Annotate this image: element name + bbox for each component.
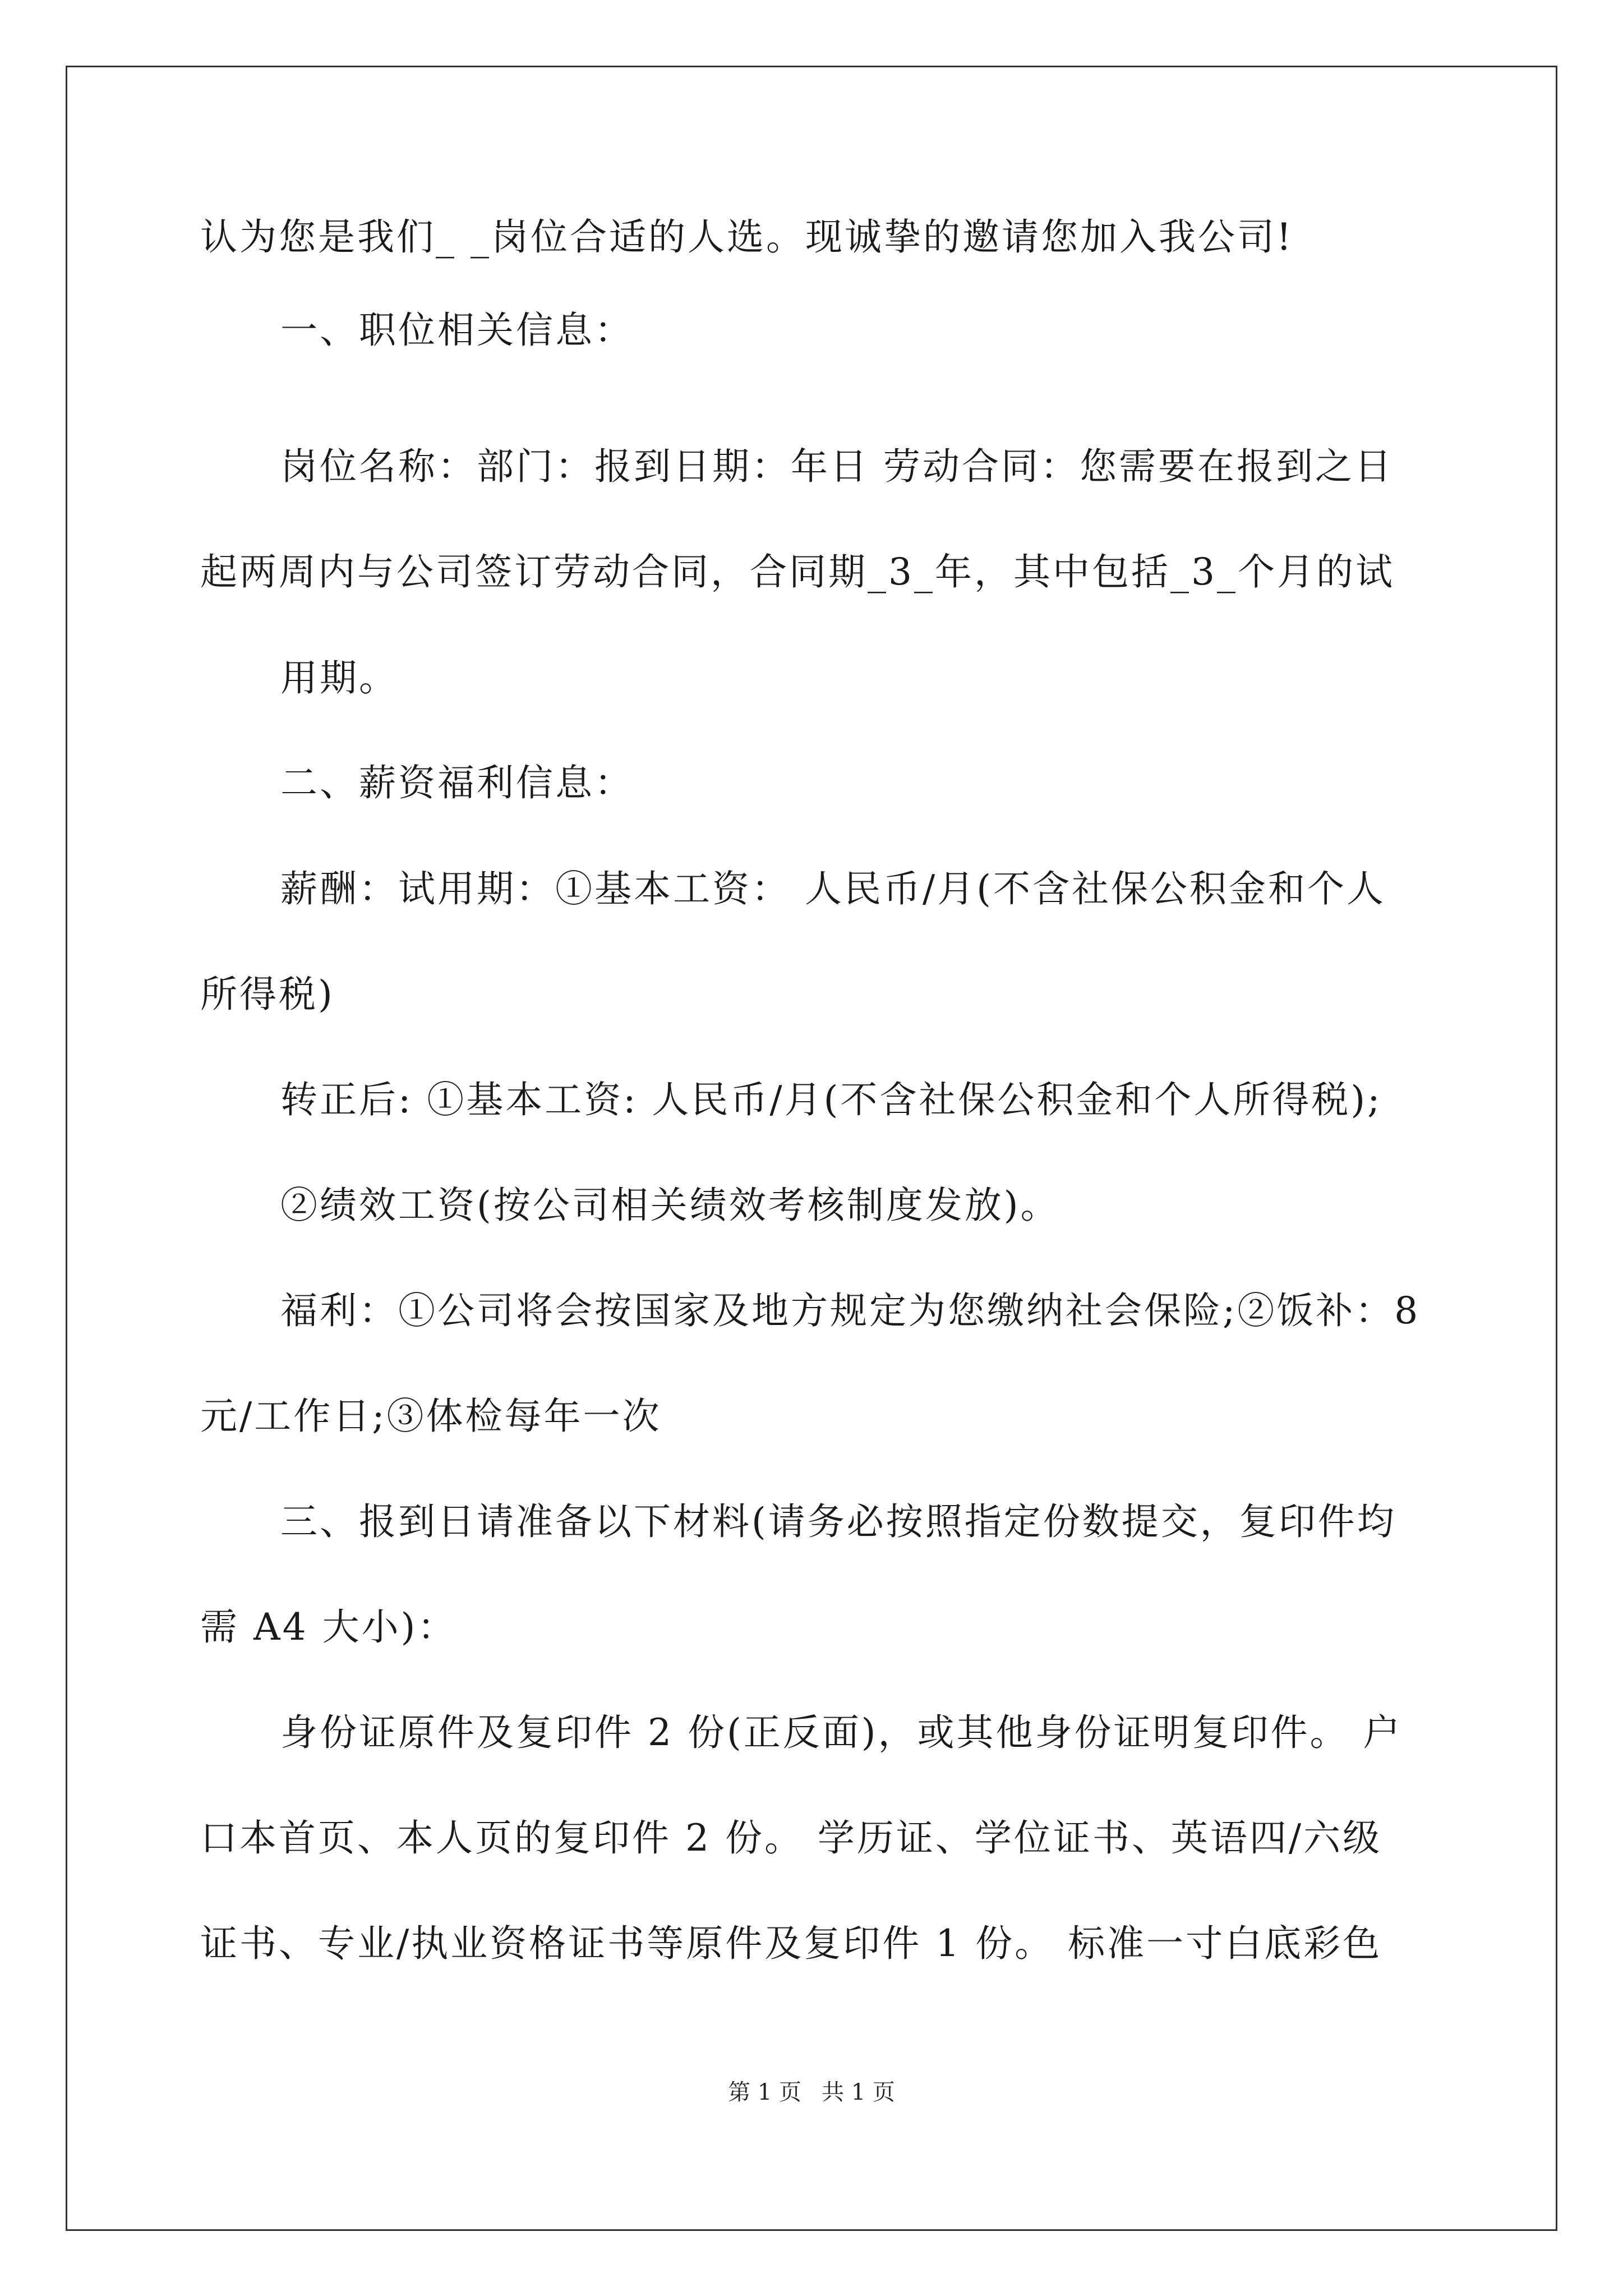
text-line: 口本首页、本人页的复印件 2 份。 学历证、学位证书、英语四/六级 [200,1816,1382,1860]
text-line: 元/工作日;③体检每年一次 [200,1395,662,1438]
page-total: 共 1 页 [822,2079,895,2105]
section-heading: 三、报到日请准备以下材料(请务必按照指定份数提交，复印件均 [280,1500,1396,1543]
text-line: 转正后: ①基本工资: 人民币/月(不含社保公积金和个人所得税); [280,1078,1382,1121]
page-border [66,66,1557,2231]
text-line: 所得税) [200,973,335,1016]
text-line: 起两周内与公司签订劳动合同，合同期_3_年，其中包括_3_个月的试 [200,550,1395,593]
text-line: 需 A4 大小)： [200,1605,457,1649]
section-heading: 一、职位相关信息： [280,309,634,352]
text-line: 认为您是我们_ _岗位合适的人选。现诚挚的邀请您加入我公司! [200,215,1294,259]
page-number: 第 1 页 [728,2079,801,2105]
text-line: 岗位名称：部门：报到日期：年日 劳动合同：您需要在报到之日 [280,445,1394,488]
text-line: ②绩效工资(按公司相关绩效考核制度发放)。 [280,1184,1060,1227]
page-footer [0,2078,1623,2106]
text-line: 身份证原件及复印件 2 份(正反面)，或其他身份证明复印件。 户 [280,1711,1403,1754]
text-line: 薪酬：试用期：①基本工资： 人民币/月(不含社保公积金和个人 [280,867,1386,910]
text-line: 福利：①公司将会按国家及地方规定为您缴纳社会保险;②饭补：8 [280,1289,1421,1332]
text-line: 用期。 [280,656,398,700]
section-heading: 二、薪资福利信息： [280,761,634,804]
text-line: 证书、专业/执业资格证书等原件及复印件 1 份。 标准一寸白底彩色 [200,1922,1382,1965]
